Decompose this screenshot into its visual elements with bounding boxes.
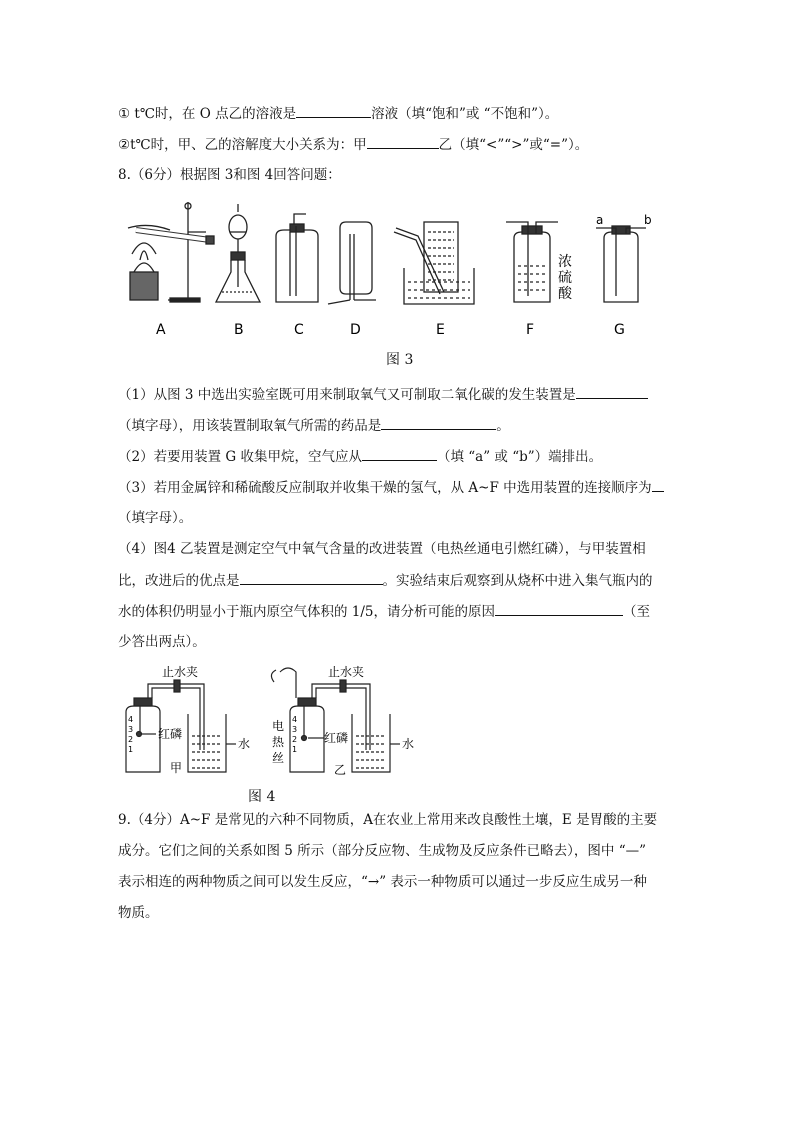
q8-p4-line1: （4）图4 乙装置是测定空气中氧气含量的改进装置（电热丝通电引燃红磷），与甲装置相 [118,541,646,557]
water-label-yi: 水 [402,737,415,751]
q8-p4-line2 [118,570,653,591]
apparatus-g [596,226,646,302]
q8-p1-text-3: 。 [496,418,510,434]
scale-mark-2: 2 [128,735,134,744]
scale-mark-3: 3 [128,725,134,734]
q8-p1-text: （1）从图 3 中选出实验室既可用来制取氧气又可制取二氧化碳的发生装置是 [118,387,576,403]
q7-sub2-text-post: 乙（填“<”“>”或“=”）。 [438,137,589,153]
label-yi: 乙 [334,763,347,777]
wire-char-3: 丝 [272,751,285,765]
apparatus-d [328,222,376,304]
q9-line4: 物质。 [118,905,159,921]
q8-p1-text-2: （填字母），用该装置制取氧气所需的药品是 [118,418,382,434]
scale-mark-1: 1 [292,745,298,754]
apparatus-yi [271,668,390,772]
apparatus-b [216,204,260,302]
q9-line3: 表示相连的两种物质之间可以发生反应，“→” 表示一种物质可以通过一步反应生成另一种 [118,874,647,890]
scale-mark-2: 2 [292,735,298,744]
answer-blank[interactable] [362,446,437,461]
q8-p4-text-4: （至 [623,604,651,620]
q8-p2-text-2: （填 “a” 或 “b”）端排出。 [436,449,603,465]
water-label-jia: 水 [238,737,251,751]
q8-p1-line1 [118,384,648,405]
figure-4 [118,660,428,785]
figure-3-caption: 图 3 [386,352,414,368]
apparatus-a [128,202,214,302]
label-f: F [526,322,535,338]
q8-p4-text-2: 。实验结束后观察到从烧杯中进入集气瓶内的 [382,573,653,589]
scale-mark-4: 4 [292,715,298,724]
q8-p1-line2 [118,415,510,436]
q7-sub2-text-pre: ②t℃时，甲、乙的溶解度大小关系为：甲 [118,137,367,153]
q7-sub1 [118,103,558,124]
scale-mark-3: 3 [292,725,298,734]
apparatus-e [394,222,474,304]
label-jia: 甲 [170,761,183,775]
q8-p2-text: （2）若要用装置 G 收集甲烷，空气应从 [118,449,362,465]
apparatus-jia [126,680,226,772]
q8-p3-line1 [118,477,664,498]
q8-p2 [118,446,602,467]
answer-blank[interactable] [652,477,664,492]
scale-mark-4: 4 [128,715,134,724]
label-c: C [294,322,304,338]
q8-p3-line2: （填字母）。 [118,510,193,526]
label-d: D [350,322,361,338]
q8-heading: 8.（6分）根据图 3和图 4回答问题： [118,167,341,183]
wire-char-1: 电 [272,719,285,733]
label-g: G [614,322,625,338]
answer-blank[interactable] [495,601,623,616]
label-b: B [234,322,244,338]
q7-sub1-text-post: 溶液（填“饱和”或 “不饱和”）。 [371,106,559,122]
reagent-char-2: 硫 [558,270,572,286]
phosphorus-label-jia: 红磷 [158,727,183,741]
reagent-char-1: 浓 [558,254,572,270]
q9-line2: 成分。它们之间的关系如图 5 所示（部分反应物、生成物及反应条件已略去），图中 “—” [118,843,647,859]
clamp-label-jia: 止水夹 [162,665,199,679]
q8-p3-text: （3）若用金属锌和稀硫酸反应制取并收集干燥的氢气，从 A~F 中选用装置的连接顺序为 [118,480,652,496]
scale-mark-1: 1 [128,745,134,754]
q8-p4-text-3: 水的体积仍明显小于瓶内原空气体积的 1/5，请分析可能的原因 [118,604,496,620]
port-a: a [596,213,604,227]
wire-char-2: 热 [272,735,285,749]
q7-sub1-text-pre: ① t℃时，在 O 点乙的溶液是 [118,106,297,122]
q8-p4-text: 比，改进后的优点是 [118,573,240,589]
phosphorus-label-yi: 红磷 [324,731,349,745]
answer-blank[interactable] [240,570,383,585]
label-e: E [436,322,445,338]
reagent-char-3: 酸 [558,286,572,302]
answer-blank[interactable] [367,134,439,149]
answer-blank[interactable] [381,415,496,430]
figure-4-caption: 图 4 [248,789,276,805]
port-b: b [644,213,652,227]
q7-sub2 [118,134,588,155]
label-a: A [156,322,166,338]
apparatus-f [506,222,558,302]
answer-blank[interactable] [296,103,371,118]
figure-3 [118,192,678,372]
q8-p4-line4: 少答出两点）。 [118,634,206,650]
q9-line1: 9.（4分）A~F 是常见的六种不同物质，A在农业上常用来改良酸性土壤，E 是胃酸的主要 [118,812,658,828]
clamp-label-yi: 止水夹 [328,665,365,679]
answer-blank[interactable] [576,384,648,399]
apparatus-c [276,214,318,302]
q8-p4-line3 [118,601,650,622]
